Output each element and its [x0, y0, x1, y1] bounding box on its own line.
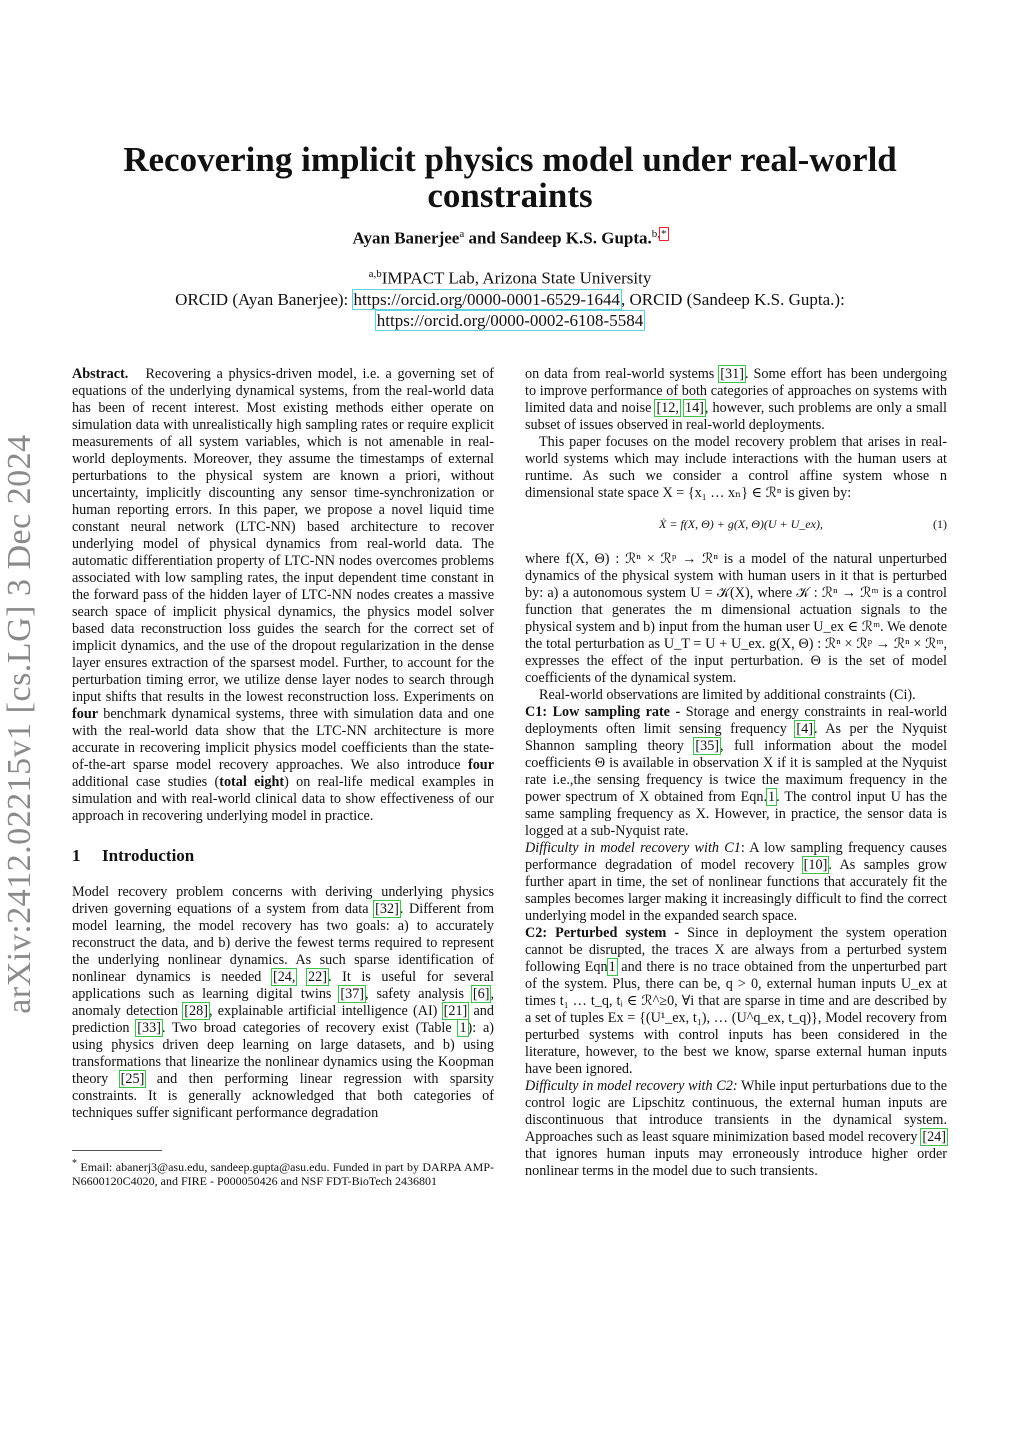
paragraph-c2: C2: Perturbed system - Since in deployment the system operation cannot be disrupted, the traces X are always from a perturbed system following Eqn1 and there is no trace obtained from the unperturbed part of the system. Plus, there can be, q > 0, external human inputs U_ex at times t₁ … t_q, tᵢ ∈ ℛ^≥0, ∀i that are sparse in time and are described by a set of tuples Ex = {(U¹_ex, t₁), … (U^q_ex, t_q)}, Model recovery from perturbed systems with control inputs has been considered in the literature, however, to the best we know, sparse external human inputs have been ignored.: [525, 925, 948, 1077]
citation-link[interactable]: [31]: [720, 366, 744, 382]
citation-link[interactable]: [37]: [340, 986, 365, 1002]
section-heading-introduction: 1 Introduction: [72, 846, 195, 865]
citation-link[interactable]: [35]: [695, 738, 720, 754]
footnote-rule: [72, 1150, 162, 1151]
citation-link[interactable]: [33]: [137, 1020, 161, 1036]
author-1: Ayan Banerjee: [352, 228, 460, 248]
table-link[interactable]: 1: [459, 1020, 467, 1036]
paragraph: on data from real-world systems [31]. Some effort has been undergoing to improve performance of both categories of approaches on systems with limited data and noise [12, 14], however, such problems are only a small subset of issues observed in real-world deployments.: [525, 366, 947, 433]
citation-link[interactable]: [6]: [472, 986, 490, 1002]
citation-link[interactable]: [10]: [803, 857, 828, 873]
citation-link[interactable]: [28]: [184, 1003, 208, 1019]
citation-link[interactable]: [24]: [922, 1129, 946, 1145]
footnote-link[interactable]: *: [661, 228, 667, 240]
right-column: [525, 366, 947, 1180]
citation-link[interactable]: [25]: [120, 1071, 145, 1087]
orcid-link-2[interactable]: https://orcid.org/0000-0002-6108-5584: [376, 310, 644, 330]
citation-link[interactable]: [4]: [796, 721, 813, 737]
orcid-link-1[interactable]: https://orcid.org/0000-0001-6529-1644: [353, 289, 621, 309]
equation-1: Ẋ = f(X, Θ) + g(X, Θ)(U + U_ex), (1): [659, 517, 947, 531]
paragraph: where f(X, Θ) : ℛⁿ × ℛᵖ → ℛⁿ is a model of the natural unperturbed dynamics of the physical system with human users in it that is perturbed by: a) a autonomous system U = 𝒦(X), where 𝒦 : ℛⁿ → ℛᵐ is a control function that generates the m dimensional actuation signals to the physical system and b) input from the human user U_ex ∈ ℛᵐ. We denote the total perturbation as U_T = U + U_ex. g(X, Θ) : ℛⁿ × ℛᵖ → ℛⁿ × ℛᵐ, expresses the effect of the input perturbation. Θ is the set of model coefficients of the dynamical system.: [525, 551, 947, 686]
abstract: Abstract. Recovering a physics-driven model, i.e. a governing set of equations of the underlying dynamical systems, from the real-world data has been of recent interest. Most existing methods either operate on simulation data with unrealistically high sampling rates or require explicit measurements of all system variables, which is not amenable in real-world deployments. Moreover, they assume the timestamps of external perturbations to the physical system are known a priori, without uncertainty, implicitly discounting any sensor time-synchronization or human reporting errors. In this paper, we propose a novel liquid time constant neural network (LTC-NN) based architecture to recover underlying model of physical dynamics from real-world data. The automatic differentiation property of LTC-NN nodes overcomes problems associated with low sampling rates, the input dependent time constant in the forward pass of the hidden layer of LTC-NN nodes creates a massive search space of implicit physical dynamics, the physics model solver based data reconstruction loss guides the search for the correct set of implicit dynamics, and the use of the dropout regularization in the dense layer ensures extraction of the sparsest model. Further, to account for the perturbation timing error, we utilize dense layer nodes to search through input shifts that results in the lowest reconstruction loss. Experiments on four benchmark dynamical systems, three with simulation data and one with the real-world data show that the LTC-NN architecture is more accurate in recovering implicit physics model coefficients than the state-of-the-art sparse model recovery approaches. We also introduce four additional case studies (total eight) on real-life medical examples in simulation and with real-world clinical data to show effectiveness of our approach in recovering underlying model in practice.: [72, 366, 495, 824]
citation-link[interactable]: [24,: [272, 969, 296, 985]
arxiv-stamp: arXiv:2412.02215v1 [cs.LG] 3 Dec 2024: [1, 434, 38, 1014]
paragraph-difficulty-c1: Difficulty in model recovery with C1: A low sampling frequency causes performance degradation of model recovery [10]. As samples grow further apart in time, the set of nonlinear functions that accurately fit the samples becomes larger making it increasingly difficult to find the correct underlying model in the expanded search space.: [525, 840, 947, 924]
author-2: Sandeep K.S. Gupta.: [500, 228, 652, 248]
equation-link[interactable]: 1: [768, 789, 776, 805]
intro-paragraph: Model recovery problem concerns with deriving underlying physics driven governing equations of a system from data [32]. Different from model learning, the model recovery has two goals: a) to accurately reconstruct the data, and b) derive the fewest terms required to represent the underlying nonlinear dynamics. As such sparse identification of nonlinear dynamics is needed [24, 22]. It is useful for several applications such as learning digital twins [37], safety analysis [6], anomaly detection [28], explainable artificial intelligence (AI) [21] and prediction [33]. Two broad categories of recovery exist (Table 1): a) using physics driven deep learning on large datasets, and b) using transformations that linearize the nonlinear dynamics using the Koopman theory [25] and then performing linear regression with sparsity constraints. It is generally acknowledged that both categories of techniques suffer significant performance degradation: [72, 884, 494, 1121]
citation-link[interactable]: 22]: [308, 969, 327, 985]
affiliation-block: $^{a,b}$IMPACT Lab, Arizona State University ORCID (Ayan Banerjee): https://orcid.org/0000-0001-6529-1644, ORCID (Sandeep K.S. Gupta.): https://orcid.org/0000-0002-6108-5584: [175, 268, 845, 330]
paper-title: Recovering implicit physics model under real-world constraints: [123, 140, 897, 215]
affiliation-lab: IMPACT Lab, Arizona State University: [381, 268, 652, 288]
footnote: * Email: abanerj3@asu.edu, sandeep.gupta@asu.edu. Funded in part by DARPA AMP-N6600120C4020, and FIRE - P000050426 and NSF FDT-BioTech 2436801: [72, 1150, 494, 1188]
paragraph: Real-world observations are limited by additional constraints (Ci).: [539, 687, 916, 703]
left-column: [72, 366, 494, 1122]
citation-link[interactable]: [12,: [656, 400, 679, 416]
equation-link[interactable]: 1: [608, 959, 616, 975]
paragraph-difficulty-c2: Difficulty in model recovery with C2: While input perturbations due to the control logic are Lipschitz continuous, the external human inputs are discontinuous that introduce transients in the dynamical system. Approaches such as least square minimization based model recovery [24] that ignores human inputs may erroneously introduce higher order nonlinear terms in the model due to such transients.: [525, 1078, 947, 1179]
citation-link[interactable]: 14]: [684, 400, 704, 416]
citation-link[interactable]: [32]: [375, 901, 399, 917]
author-line: Ayan Banerjee$^a$ and Sandeep K.S. Gupta.$^{b,*}$: [352, 228, 667, 248]
citation-link[interactable]: [21]: [443, 1003, 468, 1019]
paragraph: This paper focuses on the model recovery problem that arises in real-world systems which may include interactions with the human users at runtime. As such we consider a control affine system whose n dimensional state space X = {x₁ … xₙ} ∈ ℛⁿ is given by:: [525, 434, 947, 501]
paragraph-c1: C1: Low sampling rate - Storage and energy constraints in real-world deployments often limit sensing frequency [4]. As per the Nyquist Shannon sampling theory [35], full information about the model coefficients Θ is available in observation X if it is sampled at the Nyquist rate i.e.,the sensing frequency is twice the maximum frequency in the power spectrum of X obtained from Eqn.1. The control input U has the same sampling frequency as X. However, in practice, the sensor data is logged at a sub-Nyquist rate.: [525, 704, 948, 839]
